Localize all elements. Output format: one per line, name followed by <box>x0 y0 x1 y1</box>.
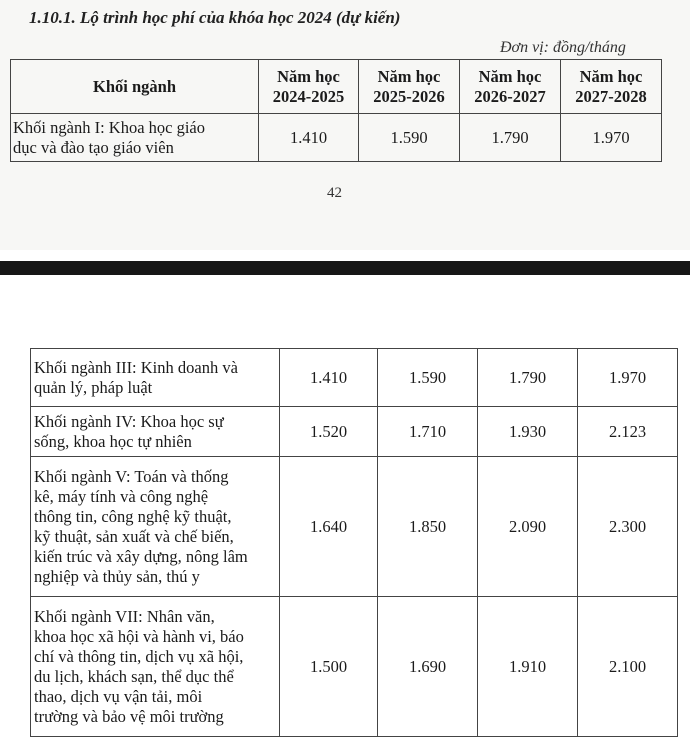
tuition-table-page2 <box>30 348 678 737</box>
cell-value: 1.790 <box>478 349 578 407</box>
cell-value: 1.590 <box>359 114 460 162</box>
section-heading: 1.10.1. Lộ trình học phí của khóa học 2024 (dự kiến) <box>29 8 401 27</box>
cell-value: 1.970 <box>578 349 678 407</box>
table-row <box>31 407 678 457</box>
cell-value: 1.850 <box>378 457 478 597</box>
unit-note: Đơn vị: đồng/tháng <box>500 39 626 56</box>
cell-value: 1.970 <box>561 114 662 162</box>
row-label: Khối ngành IV: Khoa học sự sống, khoa học tự nhiên <box>31 407 280 457</box>
cell-value: 1.690 <box>378 597 478 737</box>
cell-value: 1.930 <box>478 407 578 457</box>
cell-value: 1.410 <box>280 349 378 407</box>
cell-value: 1.500 <box>280 597 378 737</box>
page-number: 42 <box>327 185 342 201</box>
cell-value: 2.090 <box>478 457 578 597</box>
table-row <box>31 457 678 597</box>
row-label: Khối ngành III: Kinh doanh và quản lý, pháp luật <box>31 349 280 407</box>
cell-value: 1.640 <box>280 457 378 597</box>
header-year-2: Năm học 2025-2026 <box>359 60 460 114</box>
row-label: Khối ngành VII: Nhân văn, khoa học xã hội và hành vi, báo chí và thông tin, dịch vụ xã hội, du lịch, khách sạn, thể dục thể thao, dịch vụ vận tải, môi trường và bảo vệ môi trường <box>31 597 280 737</box>
header-year-4: Năm học 2027-2028 <box>561 60 662 114</box>
cell-value: 1.910 <box>478 597 578 737</box>
cell-value: 1.710 <box>378 407 478 457</box>
header-khoi-nganh: Khối ngành <box>11 60 259 114</box>
cell-value: 1.590 <box>378 349 478 407</box>
cell-value: 1.790 <box>460 114 561 162</box>
header-year-3: Năm học 2026-2027 <box>460 60 561 114</box>
table-row <box>11 114 662 162</box>
tuition-table-page1 <box>10 59 662 162</box>
header-year-1: Năm học 2024-2025 <box>259 60 359 114</box>
page-divider <box>0 261 690 275</box>
cell-value: 2.123 <box>578 407 678 457</box>
cell-value: 2.100 <box>578 597 678 737</box>
table-row <box>31 349 678 407</box>
table-row <box>31 597 678 737</box>
row-label: Khối ngành I: Khoa học giáo dục và đào tạo giáo viên <box>11 114 259 162</box>
cell-value: 1.520 <box>280 407 378 457</box>
table-header-row <box>11 60 662 114</box>
row-label: Khối ngành V: Toán và thống kê, máy tính và công nghệ thông tin, công nghệ kỹ thuật, kỹ thuật, sản xuất và chế biến, kiến trúc và xây dựng, nông lâm nghiệp và thủy sản, thú y <box>31 457 280 597</box>
cell-value: 1.410 <box>259 114 359 162</box>
cell-value: 2.300 <box>578 457 678 597</box>
